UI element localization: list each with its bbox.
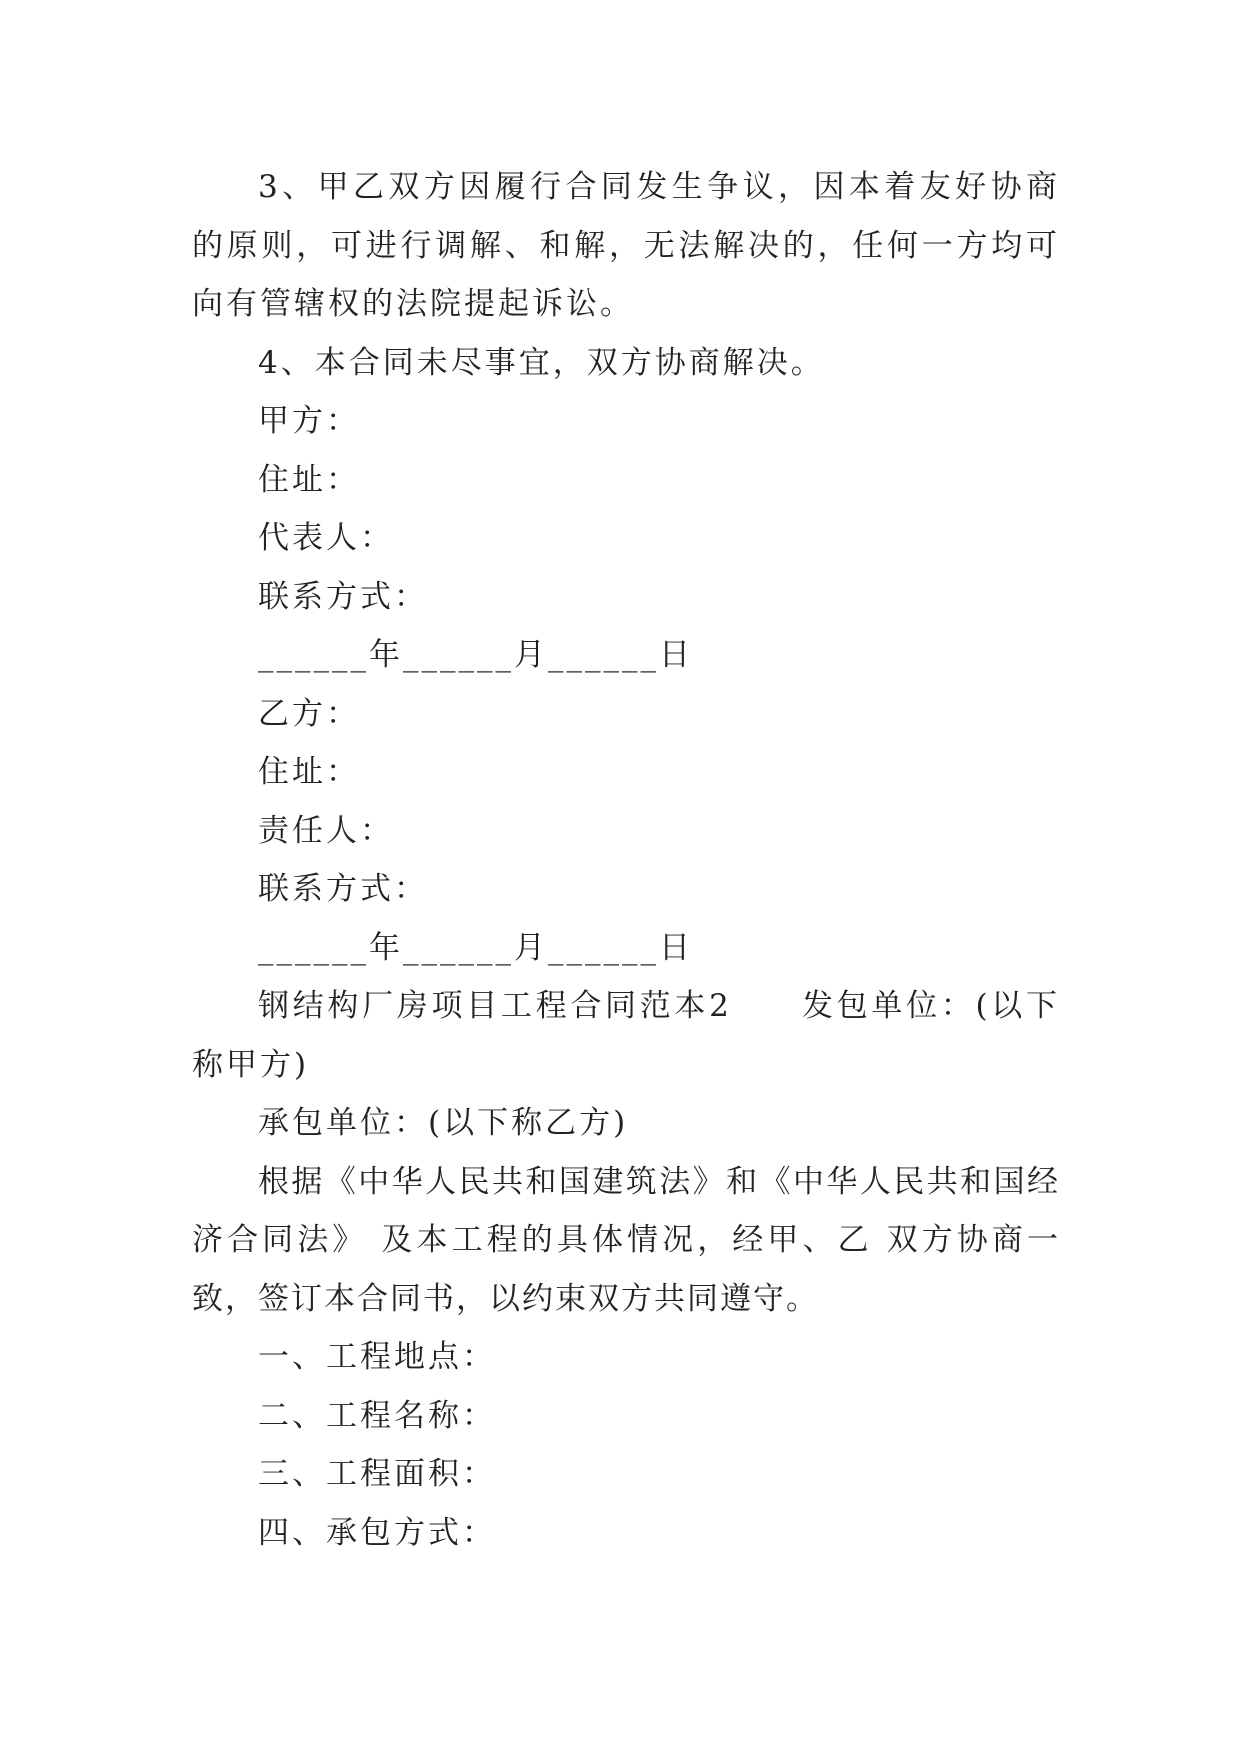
contract-template-2-heading: 钢结构厂房项目工程合同范本2 发包单位：(以下称甲方) xyxy=(192,988,1060,1083)
party-a-address-label: 住址： xyxy=(258,461,360,498)
contractor-unit-label: 承包单位：(以下称乙方) xyxy=(258,1105,629,1141)
party-a-representative-label: 代表人： xyxy=(258,520,394,556)
party-b-responsible-label: 责任人： xyxy=(258,812,394,849)
section-4-contracting-method: 四、承包方式： xyxy=(258,1514,496,1551)
party-b-date-line: ______年______月______日 xyxy=(258,929,693,966)
section-1-project-location: 一、工程地点： xyxy=(258,1339,496,1375)
party-b-address-label: 住址： xyxy=(258,754,360,790)
section-2-project-name: 二、工程名称： xyxy=(258,1397,496,1434)
party-a-contact-label: 联系方式： xyxy=(258,578,428,615)
legal-basis-paragraph: 根据《中华人民共和国建筑法》和《中华人民共和国经济合同法》 及本工程的具体情况，经甲、乙 双方协商一致，签订本合同书，以约束双方共同遵守。 xyxy=(192,1163,1060,1317)
party-a-label: 甲方： xyxy=(258,403,360,439)
document-body xyxy=(192,158,1060,1562)
party-a-date-line: ______年______月______日 xyxy=(258,637,693,673)
party-b-contact-label: 联系方式： xyxy=(258,871,428,907)
section-3-project-area: 三、工程面积： xyxy=(258,1456,496,1492)
party-b-label: 乙方： xyxy=(258,695,360,732)
clause-3-dispute-resolution: 3、甲乙双方因履行合同发生争议，因本着友好协商的原则，可进行调解、和解，无法解决的，任何一方均可向有管辖权的法院提起诉讼。 xyxy=(192,169,1060,322)
clause-4-unresolved-matters: 4、本合同未尽事宜，双方协商解决。 xyxy=(258,344,825,381)
